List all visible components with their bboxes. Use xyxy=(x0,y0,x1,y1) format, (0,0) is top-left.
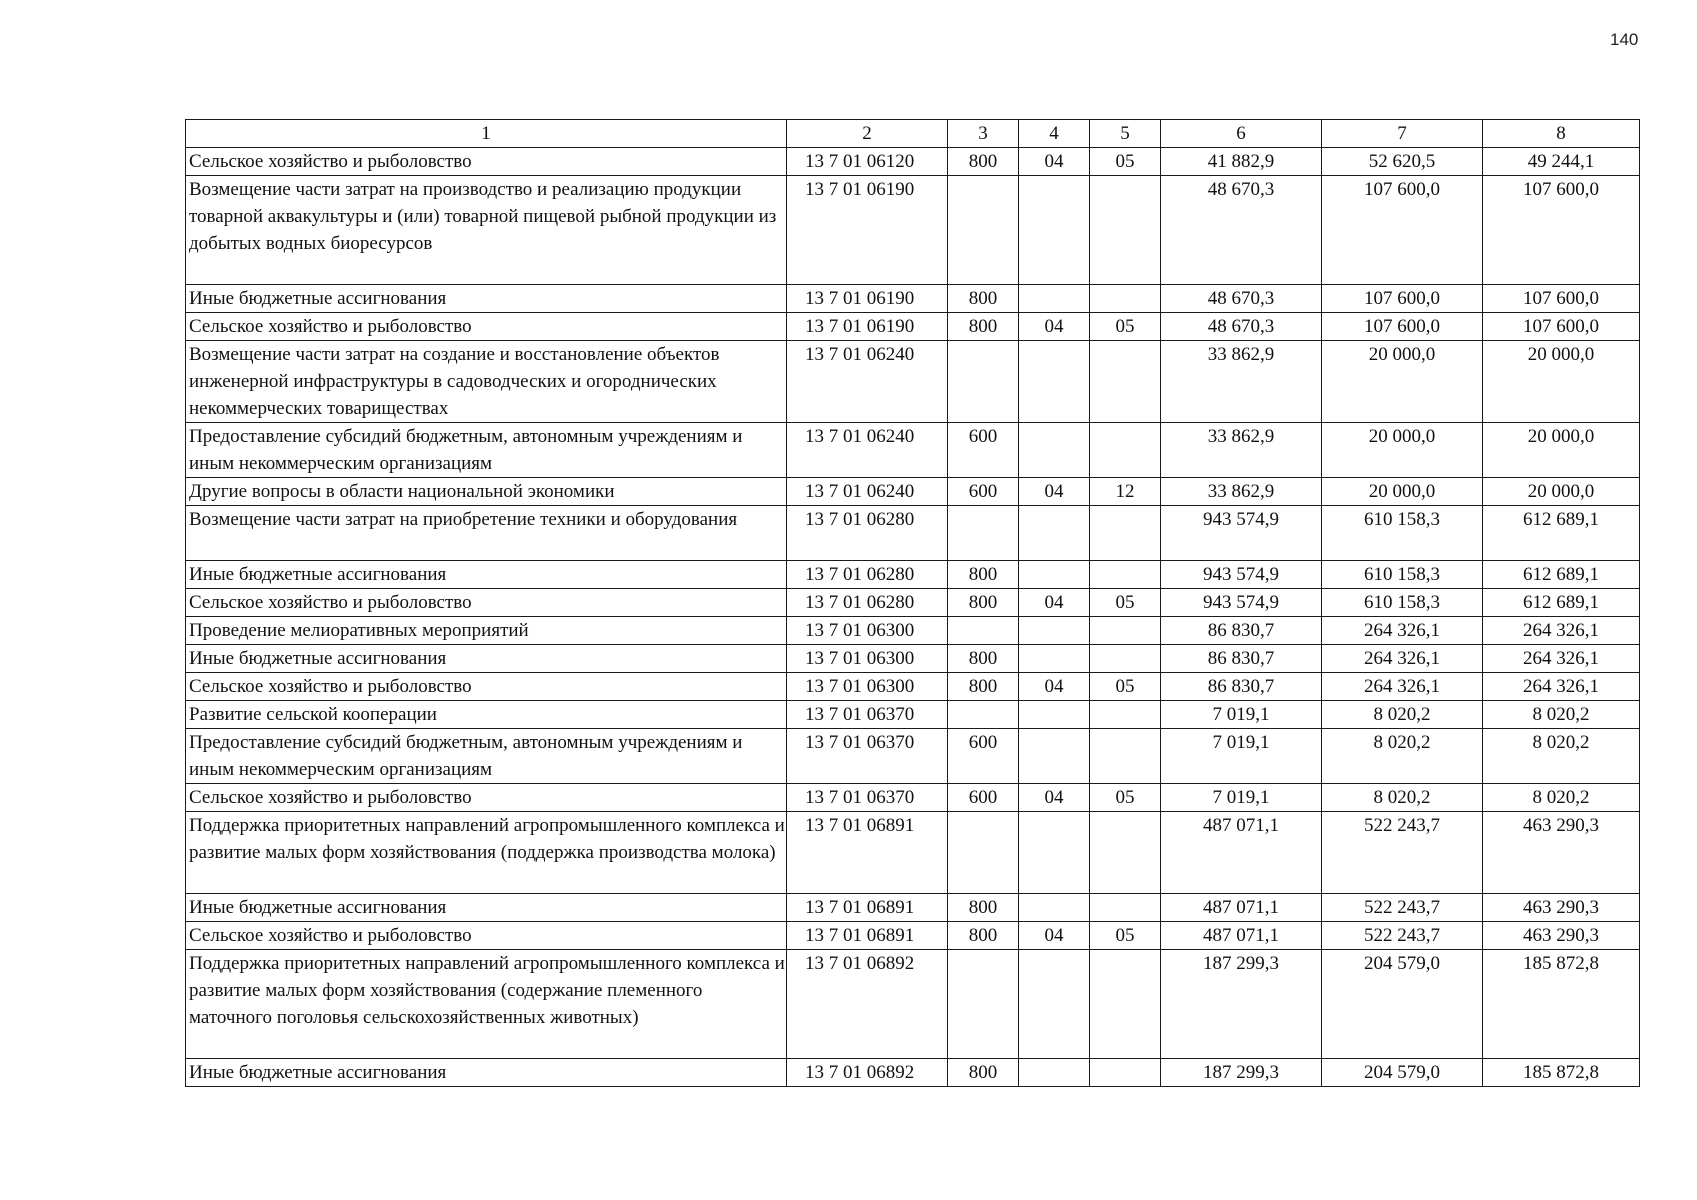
table-row xyxy=(186,423,1640,478)
cell-col4 xyxy=(1019,729,1090,784)
cell-col7: 8 020,2 xyxy=(1322,701,1483,729)
cell-code: 13 7 01 06280 xyxy=(787,561,948,589)
cell-col8: 107 600,0 xyxy=(1483,176,1640,285)
header-cell-7: 7 xyxy=(1322,120,1483,148)
header-cell-6: 6 xyxy=(1161,120,1322,148)
table-row xyxy=(186,478,1640,506)
cell-code: 13 7 01 06892 xyxy=(787,950,948,1059)
cell-col8: 185 872,8 xyxy=(1483,950,1640,1059)
cell-name: Сельское хозяйство и рыболовство xyxy=(186,148,787,176)
cell-col4 xyxy=(1019,617,1090,645)
cell-col3 xyxy=(948,701,1019,729)
cell-col6: 33 862,9 xyxy=(1161,478,1322,506)
cell-col5: 05 xyxy=(1090,673,1161,701)
cell-col6: 943 574,9 xyxy=(1161,506,1322,561)
cell-col8: 49 244,1 xyxy=(1483,148,1640,176)
cell-col3: 800 xyxy=(948,673,1019,701)
budget-table xyxy=(185,119,1640,1087)
cell-col7: 107 600,0 xyxy=(1322,176,1483,285)
cell-col6: 943 574,9 xyxy=(1161,589,1322,617)
header-cell-1: 1 xyxy=(186,120,787,148)
cell-col6: 33 862,9 xyxy=(1161,341,1322,423)
cell-col6: 48 670,3 xyxy=(1161,285,1322,313)
cell-code: 13 7 01 06190 xyxy=(787,285,948,313)
cell-col4 xyxy=(1019,561,1090,589)
cell-col5: 05 xyxy=(1090,589,1161,617)
cell-col8: 463 290,3 xyxy=(1483,812,1640,894)
cell-name: Иные бюджетные ассигнования xyxy=(186,1059,787,1087)
cell-col6: 7 019,1 xyxy=(1161,701,1322,729)
cell-col5 xyxy=(1090,701,1161,729)
cell-col8: 264 326,1 xyxy=(1483,645,1640,673)
cell-col5 xyxy=(1090,812,1161,894)
cell-col7: 52 620,5 xyxy=(1322,148,1483,176)
cell-col3 xyxy=(948,506,1019,561)
cell-col8: 612 689,1 xyxy=(1483,506,1640,561)
cell-col6: 487 071,1 xyxy=(1161,812,1322,894)
cell-col8: 463 290,3 xyxy=(1483,922,1640,950)
cell-col7: 20 000,0 xyxy=(1322,341,1483,423)
table-row xyxy=(186,950,1640,1059)
cell-col6: 187 299,3 xyxy=(1161,1059,1322,1087)
cell-col4 xyxy=(1019,423,1090,478)
cell-col4: 04 xyxy=(1019,313,1090,341)
cell-col6: 487 071,1 xyxy=(1161,922,1322,950)
cell-col6: 33 862,9 xyxy=(1161,423,1322,478)
cell-name: Сельское хозяйство и рыболовство xyxy=(186,673,787,701)
cell-col4: 04 xyxy=(1019,589,1090,617)
cell-col3: 800 xyxy=(948,1059,1019,1087)
cell-code: 13 7 01 06300 xyxy=(787,645,948,673)
cell-code: 13 7 01 06370 xyxy=(787,784,948,812)
table-body xyxy=(186,148,1640,1087)
cell-col8: 612 689,1 xyxy=(1483,589,1640,617)
cell-col4 xyxy=(1019,1059,1090,1087)
cell-col4: 04 xyxy=(1019,148,1090,176)
cell-col4 xyxy=(1019,894,1090,922)
cell-col7: 107 600,0 xyxy=(1322,313,1483,341)
table-row xyxy=(186,148,1640,176)
cell-col3: 800 xyxy=(948,148,1019,176)
cell-col4 xyxy=(1019,341,1090,423)
cell-col4 xyxy=(1019,506,1090,561)
cell-col6: 48 670,3 xyxy=(1161,313,1322,341)
cell-col4 xyxy=(1019,812,1090,894)
cell-name: Проведение мелиоративных мероприятий xyxy=(186,617,787,645)
cell-code: 13 7 01 06280 xyxy=(787,506,948,561)
cell-col5 xyxy=(1090,729,1161,784)
cell-col6: 48 670,3 xyxy=(1161,176,1322,285)
cell-col7: 522 243,7 xyxy=(1322,894,1483,922)
cell-col7: 610 158,3 xyxy=(1322,589,1483,617)
cell-col8: 8 020,2 xyxy=(1483,784,1640,812)
cell-col3: 600 xyxy=(948,729,1019,784)
cell-col5 xyxy=(1090,423,1161,478)
cell-col6: 7 019,1 xyxy=(1161,729,1322,784)
cell-col7: 264 326,1 xyxy=(1322,617,1483,645)
cell-col3 xyxy=(948,617,1019,645)
table-row xyxy=(186,176,1640,285)
cell-col3: 800 xyxy=(948,922,1019,950)
cell-col7: 107 600,0 xyxy=(1322,285,1483,313)
cell-col3 xyxy=(948,176,1019,285)
cell-code: 13 7 01 06190 xyxy=(787,313,948,341)
cell-col3: 600 xyxy=(948,784,1019,812)
cell-col7: 264 326,1 xyxy=(1322,645,1483,673)
cell-col4 xyxy=(1019,645,1090,673)
cell-col7: 8 020,2 xyxy=(1322,729,1483,784)
cell-col4 xyxy=(1019,285,1090,313)
cell-col5 xyxy=(1090,1059,1161,1087)
cell-col7: 20 000,0 xyxy=(1322,478,1483,506)
cell-name: Возмещение части затрат на производство и реализацию продукции товарной аквакультуры и (или) товарной пищевой рыбной продукции из добытых водных биоресурсов xyxy=(186,176,787,285)
cell-col3 xyxy=(948,950,1019,1059)
cell-col5 xyxy=(1090,341,1161,423)
cell-col3: 800 xyxy=(948,894,1019,922)
cell-col7: 522 243,7 xyxy=(1322,922,1483,950)
cell-col8: 185 872,8 xyxy=(1483,1059,1640,1087)
cell-name: Возмещение части затрат на приобретение техники и оборудования xyxy=(186,506,787,561)
cell-col5 xyxy=(1090,950,1161,1059)
cell-col8: 264 326,1 xyxy=(1483,673,1640,701)
cell-col7: 610 158,3 xyxy=(1322,561,1483,589)
cell-code: 13 7 01 06892 xyxy=(787,1059,948,1087)
cell-code: 13 7 01 06240 xyxy=(787,423,948,478)
cell-name: Иные бюджетные ассигнования xyxy=(186,645,787,673)
cell-col3: 800 xyxy=(948,313,1019,341)
page-number: 140 xyxy=(1610,30,1639,49)
table-row xyxy=(186,701,1640,729)
cell-col5 xyxy=(1090,285,1161,313)
cell-col5 xyxy=(1090,561,1161,589)
cell-col3: 800 xyxy=(948,589,1019,617)
cell-name: Предоставление субсидий бюджетным, автономным учреждениям и иным некоммерческим организациям xyxy=(186,423,787,478)
cell-code: 13 7 01 06370 xyxy=(787,701,948,729)
cell-code: 13 7 01 06891 xyxy=(787,894,948,922)
cell-col5: 12 xyxy=(1090,478,1161,506)
cell-col6: 487 071,1 xyxy=(1161,894,1322,922)
cell-code: 13 7 01 06370 xyxy=(787,729,948,784)
table-row xyxy=(186,506,1640,561)
cell-name: Сельское хозяйство и рыболовство xyxy=(186,784,787,812)
table-row xyxy=(186,729,1640,784)
table-row xyxy=(186,561,1640,589)
cell-name: Сельское хозяйство и рыболовство xyxy=(186,589,787,617)
cell-col5 xyxy=(1090,617,1161,645)
cell-col3: 800 xyxy=(948,561,1019,589)
cell-code: 13 7 01 06300 xyxy=(787,617,948,645)
cell-name: Предоставление субсидий бюджетным, автономным учреждениям и иным некоммерческим организациям xyxy=(186,729,787,784)
cell-name: Возмещение части затрат на создание и восстановление объектов инженерной инфраструктуры в садоводческих и огороднических некоммерческих товариществах xyxy=(186,341,787,423)
cell-code: 13 7 01 06891 xyxy=(787,812,948,894)
cell-col6: 943 574,9 xyxy=(1161,561,1322,589)
cell-col4: 04 xyxy=(1019,673,1090,701)
table-header-row xyxy=(186,120,1640,148)
cell-col8: 20 000,0 xyxy=(1483,423,1640,478)
cell-name: Иные бюджетные ассигнования xyxy=(186,285,787,313)
cell-col8: 107 600,0 xyxy=(1483,285,1640,313)
cell-col5: 05 xyxy=(1090,922,1161,950)
header-cell-8: 8 xyxy=(1483,120,1640,148)
cell-col3 xyxy=(948,341,1019,423)
cell-col8: 20 000,0 xyxy=(1483,478,1640,506)
cell-col8: 8 020,2 xyxy=(1483,701,1640,729)
table-row xyxy=(186,784,1640,812)
cell-col7: 8 020,2 xyxy=(1322,784,1483,812)
cell-col4 xyxy=(1019,701,1090,729)
cell-col5 xyxy=(1090,176,1161,285)
cell-col5: 05 xyxy=(1090,148,1161,176)
cell-code: 13 7 01 06190 xyxy=(787,176,948,285)
cell-col8: 20 000,0 xyxy=(1483,341,1640,423)
cell-col3: 800 xyxy=(948,645,1019,673)
table-row xyxy=(186,313,1640,341)
cell-col7: 522 243,7 xyxy=(1322,812,1483,894)
cell-col7: 204 579,0 xyxy=(1322,1059,1483,1087)
cell-col7: 204 579,0 xyxy=(1322,950,1483,1059)
cell-col6: 187 299,3 xyxy=(1161,950,1322,1059)
cell-col6: 86 830,7 xyxy=(1161,645,1322,673)
cell-col7: 20 000,0 xyxy=(1322,423,1483,478)
cell-name: Развитие сельской кооперации xyxy=(186,701,787,729)
cell-col3: 800 xyxy=(948,285,1019,313)
cell-col8: 264 326,1 xyxy=(1483,617,1640,645)
cell-col8: 463 290,3 xyxy=(1483,894,1640,922)
cell-col6: 86 830,7 xyxy=(1161,617,1322,645)
cell-col4 xyxy=(1019,950,1090,1059)
table-row xyxy=(186,812,1640,894)
cell-col4: 04 xyxy=(1019,478,1090,506)
cell-col7: 264 326,1 xyxy=(1322,673,1483,701)
table-row xyxy=(186,1059,1640,1087)
cell-col4: 04 xyxy=(1019,922,1090,950)
header-cell-3: 3 xyxy=(948,120,1019,148)
cell-code: 13 7 01 06240 xyxy=(787,341,948,423)
table-row xyxy=(186,589,1640,617)
cell-col8: 8 020,2 xyxy=(1483,729,1640,784)
cell-col3: 600 xyxy=(948,478,1019,506)
header-cell-5: 5 xyxy=(1090,120,1161,148)
table-row xyxy=(186,894,1640,922)
cell-col7: 610 158,3 xyxy=(1322,506,1483,561)
cell-col4 xyxy=(1019,176,1090,285)
cell-name: Сельское хозяйство и рыболовство xyxy=(186,313,787,341)
table-row xyxy=(186,617,1640,645)
cell-col5 xyxy=(1090,645,1161,673)
cell-code: 13 7 01 06891 xyxy=(787,922,948,950)
cell-col6: 86 830,7 xyxy=(1161,673,1322,701)
table-row xyxy=(186,922,1640,950)
cell-col3: 600 xyxy=(948,423,1019,478)
cell-col8: 107 600,0 xyxy=(1483,313,1640,341)
cell-col4: 04 xyxy=(1019,784,1090,812)
cell-col8: 612 689,1 xyxy=(1483,561,1640,589)
header-cell-4: 4 xyxy=(1019,120,1090,148)
cell-name: Иные бюджетные ассигнования xyxy=(186,561,787,589)
cell-name: Поддержка приоритетных направлений агропромышленного комплекса и развитие малых форм хозяйствования (содержание племенного маточного поголовья сельскохозяйственных животных) xyxy=(186,950,787,1059)
cell-col6: 41 882,9 xyxy=(1161,148,1322,176)
table-row xyxy=(186,673,1640,701)
cell-col5: 05 xyxy=(1090,313,1161,341)
cell-col5: 05 xyxy=(1090,784,1161,812)
cell-col6: 7 019,1 xyxy=(1161,784,1322,812)
header-cell-2: 2 xyxy=(787,120,948,148)
cell-col3 xyxy=(948,812,1019,894)
cell-code: 13 7 01 06240 xyxy=(787,478,948,506)
table-row xyxy=(186,341,1640,423)
table-row xyxy=(186,285,1640,313)
cell-name: Другие вопросы в области национальной экономики xyxy=(186,478,787,506)
cell-name: Иные бюджетные ассигнования xyxy=(186,894,787,922)
cell-code: 13 7 01 06300 xyxy=(787,673,948,701)
cell-code: 13 7 01 06280 xyxy=(787,589,948,617)
cell-col5 xyxy=(1090,894,1161,922)
cell-code: 13 7 01 06120 xyxy=(787,148,948,176)
cell-name: Сельское хозяйство и рыболовство xyxy=(186,922,787,950)
table-row xyxy=(186,645,1640,673)
cell-name: Поддержка приоритетных направлений агропромышленного комплекса и развитие малых форм хозяйствования (поддержка производства молока) xyxy=(186,812,787,894)
cell-col5 xyxy=(1090,506,1161,561)
